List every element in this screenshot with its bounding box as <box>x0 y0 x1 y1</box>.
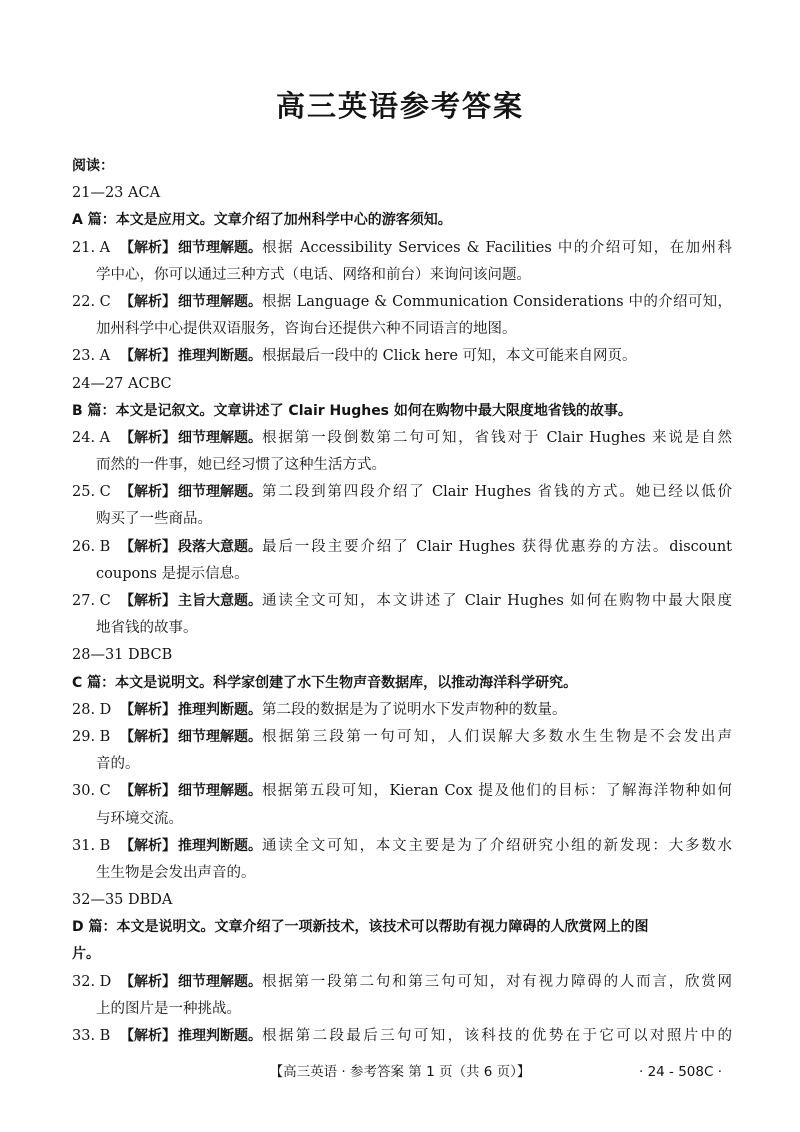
answer-item <box>72 425 732 479</box>
explanation-text: 音的。 <box>96 756 140 773</box>
passage-intro: B 篇：本文是记叙文。文章讲述了 Clair Hughes 如何在购物中最大限度地省钱的故事。 <box>72 402 632 419</box>
section-label: 阅读： <box>72 158 114 174</box>
answer-item <box>72 479 732 533</box>
analysis-tag: 【解析】 <box>120 1028 176 1044</box>
explanation-text: 根据 Language & Communication Considerations 中的介绍可知， <box>262 293 732 310</box>
question-number: 21. A <box>72 239 111 256</box>
explanation-text: 根据第一段第二句和第三句可知，对有视力障碍的人而言，欣赏网 <box>262 973 732 990</box>
answer-item <box>72 969 732 1023</box>
question-number: 28. D <box>72 701 112 718</box>
analysis-tag: 【解析】 <box>120 348 176 365</box>
answer-item <box>72 724 732 778</box>
answer-item <box>72 1023 732 1050</box>
explanation-text: 最后一段主要介绍了 Clair Hughes 获得优惠券的方法。discount <box>262 538 732 555</box>
answer-item <box>72 343 732 370</box>
question-type: 细节理解题。 <box>178 484 262 501</box>
answer-range: 32—35 DBDA <box>72 892 173 909</box>
answer-range: 28—31 DBCB <box>72 647 173 664</box>
analysis-tag: 【解析】 <box>120 837 176 854</box>
question-type: 主旨大意题。 <box>178 593 262 609</box>
analysis-tag: 【解析】 <box>120 484 176 501</box>
explanation-text: 购买了一些商品。 <box>96 511 212 528</box>
question-number: 24. A <box>72 429 111 446</box>
question-number: 29. B <box>72 728 111 745</box>
explanation-text: 第二段的数据是为了说明水下发声物种的数量。 <box>262 701 567 718</box>
answer-item <box>72 235 732 289</box>
explanation-text: 根据第二段最后三句可知，该科技的优势在于它可以对照片中的 <box>262 1028 732 1044</box>
question-type: 细节理解题。 <box>178 973 262 990</box>
explanation-text: 生生物是会发出声音的。 <box>96 864 256 881</box>
question-number: 27. C <box>72 593 111 609</box>
analysis-tag: 【解析】 <box>120 728 176 745</box>
analysis-tag: 【解析】 <box>120 293 176 310</box>
question-type: 细节理解题。 <box>178 239 262 256</box>
analysis-tag: 【解析】 <box>120 239 176 256</box>
answer-range: 24—27 ACBC <box>72 375 172 392</box>
question-number: 25. C <box>72 484 111 501</box>
question-type: 细节理解题。 <box>178 429 262 446</box>
footer-page-info: 【高三英语 · 参考答案 第 1 页（共 6 页）】 <box>269 1064 531 1080</box>
explanation-text: coupons 是提示信息。 <box>96 565 249 582</box>
question-number: 26. B <box>72 538 111 555</box>
explanation-text: 地省钱的故事。 <box>96 620 198 637</box>
explanation-text: 根据 Accessibility Services & Facilities 中的介绍可知，在加州科 <box>262 239 732 256</box>
explanation-text: 上的图片是一种挑战。 <box>96 1000 241 1017</box>
explanation-text: 学中心，你可以通过三种方式（电话、网络和前台）来询问该问题。 <box>96 266 531 283</box>
analysis-tag: 【解析】 <box>120 783 176 800</box>
question-type: 细节理解题。 <box>178 293 262 310</box>
question-type: 推理判断题。 <box>178 1028 262 1044</box>
question-type: 段落大意题。 <box>178 538 262 555</box>
explanation-text: 根据第三段第一句可知，人们误解大多数水生生物是不会发出声 <box>262 728 732 745</box>
explanation-text: 根据第一段倒数第二句可知，省钱对于 Clair Hughes 来说是自然 <box>262 429 732 446</box>
answer-item <box>72 778 732 832</box>
question-number: 32. D <box>72 973 112 990</box>
passage-intro: C 篇：本文是说明文。科学家创建了水下生物声音数据库，以推动海洋科学研究。 <box>72 674 578 691</box>
answer-range: 21—23 ACA <box>72 185 161 202</box>
question-number: 31. B <box>72 837 111 854</box>
explanation-text: 而然的一件事，她已经习惯了这种生活方式。 <box>96 457 386 474</box>
page-footer <box>0 1060 800 1084</box>
answer-item <box>72 588 732 642</box>
passage-intro: A 篇：本文是应用文。文章介绍了加州科学中心的游客须知。 <box>72 212 452 229</box>
explanation-text: 通读全文可知，本文主要是为了介绍研究小组的新发现：大多数水 <box>262 837 732 854</box>
question-type: 推理判断题。 <box>178 348 262 365</box>
footer-doc-code: · 24 - 508C · <box>639 1064 722 1080</box>
question-number: 30. C <box>72 783 111 800</box>
question-type: 推理判断题。 <box>178 837 262 854</box>
answer-item <box>72 833 732 887</box>
question-number: 33. B <box>72 1028 111 1044</box>
passage-intro: 片。 <box>72 946 100 963</box>
analysis-tag: 【解析】 <box>120 429 176 446</box>
answer-item <box>72 289 732 343</box>
analysis-tag: 【解析】 <box>120 701 176 718</box>
analysis-tag: 【解析】 <box>120 538 176 555</box>
page-title: 高三英语参考答案 <box>275 89 524 123</box>
question-number: 23. A <box>72 348 111 365</box>
answer-content <box>72 153 732 1050</box>
explanation-text: 根据最后一段中的 Click here 可知，本文可能来自网页。 <box>262 348 637 365</box>
question-type: 推理判断题。 <box>178 701 262 718</box>
explanation-text: 加州科学中心提供双语服务，咨询台还提供六种不同语言的地图。 <box>96 321 517 338</box>
analysis-tag: 【解析】 <box>120 593 176 609</box>
explanation-text: 与环境交流。 <box>96 810 183 827</box>
question-type: 细节理解题。 <box>178 783 262 800</box>
answer-item <box>72 697 732 724</box>
explanation-text: 根据第五段可知，Kieran Cox 提及他们的目标：了解海洋物种如何 <box>262 783 732 800</box>
explanation-text: 第二段到第四段介绍了 Clair Hughes 省钱的方式。她已经以低价 <box>262 484 732 501</box>
analysis-tag: 【解析】 <box>120 973 176 990</box>
question-number: 22. C <box>72 293 111 310</box>
explanation-text: 通读全文可知，本文讲述了 Clair Hughes 如何在购物中最大限度 <box>262 593 732 609</box>
question-type: 细节理解题。 <box>178 728 262 745</box>
passage-intro: D 篇：本文是说明文。文章介绍了一项新技术，该技术可以帮助有视力障碍的人欣赏网上的图 <box>72 919 649 936</box>
answer-item <box>72 534 732 588</box>
